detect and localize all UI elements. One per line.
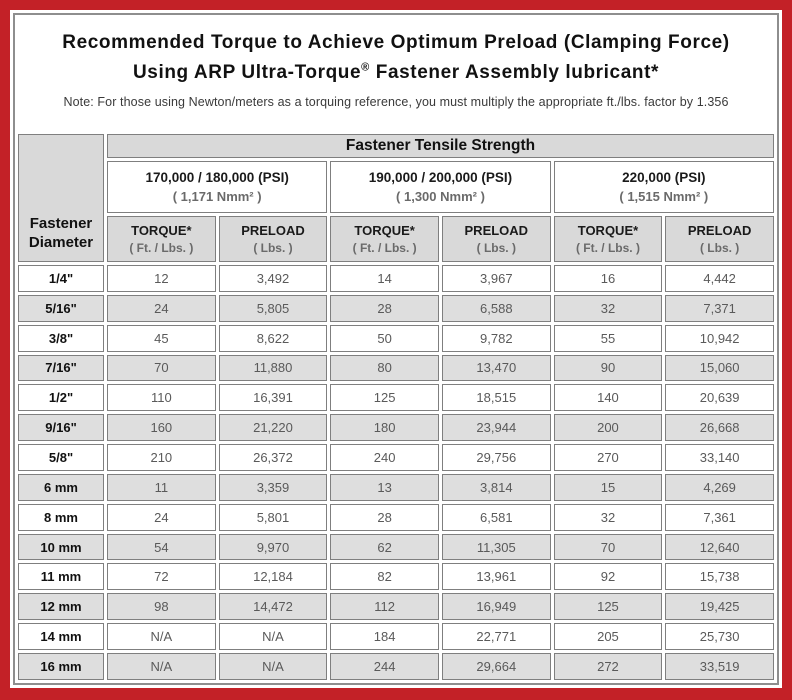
value-cell: 5,801 — [219, 504, 328, 531]
title-line-2-text: Using ARP Ultra-Torque — [132, 62, 362, 83]
value-cell: 24 — [107, 295, 216, 322]
strength-group-header — [554, 161, 774, 213]
value-cell: 54 — [107, 534, 216, 561]
value-cell: 33,140 — [665, 444, 774, 471]
value-cell: 98 — [107, 593, 216, 620]
group-header-row — [18, 134, 774, 158]
diameter-cell: 3/8" — [18, 325, 104, 352]
table-row — [18, 653, 774, 680]
value-cell: 22,771 — [442, 623, 551, 650]
value-cell: 184 — [330, 623, 439, 650]
title-line-2 — [15, 58, 777, 88]
table-row — [18, 534, 774, 561]
column-units: ( Ft. / Lbs. ) — [575, 241, 640, 255]
preload-column-header — [442, 216, 551, 262]
value-cell: 25,730 — [665, 623, 774, 650]
torque-column-header — [330, 216, 439, 262]
diameter-cell: 1/2" — [18, 384, 104, 411]
nmm-rating: ( 1,171 Nmm² ) — [172, 189, 262, 204]
title-line-1: Recommended Torque to Achieve Optimum Preload (Clamping Force) — [62, 32, 730, 53]
column-units: ( Lbs. ) — [476, 241, 516, 255]
preload-column-header — [219, 216, 328, 262]
value-cell: 10,942 — [665, 325, 774, 352]
value-cell: 140 — [554, 384, 663, 411]
table-row — [18, 623, 774, 650]
value-cell: 12 — [107, 265, 216, 292]
diameter-cell: 11 mm — [18, 563, 104, 590]
column-title: TORQUE* — [131, 223, 192, 238]
preload-column-header — [665, 216, 774, 262]
column-title: TORQUE* — [354, 223, 415, 238]
table-body — [18, 265, 774, 680]
column-title: PRELOAD — [687, 223, 752, 238]
value-cell: 50 — [330, 325, 439, 352]
value-cell: N/A — [219, 623, 328, 650]
diameter-cell: 5/16" — [18, 295, 104, 322]
registered-trademark-symbol: ® — [361, 61, 370, 74]
value-cell: 125 — [554, 593, 663, 620]
table-row — [18, 504, 774, 531]
value-cell: 11 — [107, 474, 216, 501]
title-block — [15, 15, 777, 131]
value-cell: 110 — [107, 384, 216, 411]
value-cell: 33,519 — [665, 653, 774, 680]
value-cell: 180 — [330, 414, 439, 441]
strength-group-row — [18, 161, 774, 213]
value-cell: 125 — [330, 384, 439, 411]
table-row — [18, 414, 774, 441]
value-cell: 6,581 — [442, 504, 551, 531]
table-row — [18, 563, 774, 590]
value-cell: 9,782 — [442, 325, 551, 352]
value-cell: 16 — [554, 265, 663, 292]
value-cell: 16,391 — [219, 384, 328, 411]
torque-table — [15, 131, 777, 683]
table-head — [18, 134, 774, 262]
column-units: ( Ft. / Lbs. ) — [129, 241, 194, 255]
diameter-cell: 1/4" — [18, 265, 104, 292]
value-cell: 19,425 — [665, 593, 774, 620]
value-cell: 28 — [330, 295, 439, 322]
tensile-strength-header: Fastener Tensile Strength — [107, 134, 774, 158]
value-cell: 13,961 — [442, 563, 551, 590]
value-cell: N/A — [219, 653, 328, 680]
note-text: Note: For those using Newton/meters as a torquing reference, you must multiply the appropriate ft./lbs. factor by 1.356 — [63, 95, 729, 109]
fastener-diameter-header: Fastener Diameter — [18, 134, 104, 262]
column-units: ( Lbs. ) — [699, 241, 740, 255]
value-cell: 160 — [107, 414, 216, 441]
table-wrap — [15, 131, 777, 683]
diameter-cell: 14 mm — [18, 623, 104, 650]
value-cell: 11,305 — [442, 534, 551, 561]
value-cell: 3,967 — [442, 265, 551, 292]
nmm-rating: ( 1,300 Nmm² ) — [396, 189, 485, 204]
value-cell: 90 — [554, 355, 663, 382]
value-cell: N/A — [107, 653, 216, 680]
value-cell: 205 — [554, 623, 663, 650]
diameter-cell: 16 mm — [18, 653, 104, 680]
value-cell: 32 — [554, 504, 663, 531]
value-cell: 28 — [330, 504, 439, 531]
value-cell: 29,756 — [442, 444, 551, 471]
value-cell: 3,814 — [442, 474, 551, 501]
value-cell: 4,442 — [665, 265, 774, 292]
table-row — [18, 384, 774, 411]
value-cell: 70 — [107, 355, 216, 382]
table-row — [18, 265, 774, 292]
value-cell: N/A — [107, 623, 216, 650]
psi-rating: 170,000 / 180,000 (PSI) — [145, 170, 289, 185]
value-cell: 26,668 — [665, 414, 774, 441]
value-cell: 12,184 — [219, 563, 328, 590]
value-cell: 112 — [330, 593, 439, 620]
diameter-cell: 10 mm — [18, 534, 104, 561]
value-cell: 70 — [554, 534, 663, 561]
value-cell: 18,515 — [442, 384, 551, 411]
title-line-2-text-after: Fastener Assembly lubricant* — [369, 62, 660, 83]
value-cell: 24 — [107, 504, 216, 531]
value-cell: 7,371 — [665, 295, 774, 322]
value-cell: 23,944 — [442, 414, 551, 441]
diameter-cell: 8 mm — [18, 504, 104, 531]
value-cell: 270 — [554, 444, 663, 471]
value-cell: 13 — [330, 474, 439, 501]
torque-column-header — [107, 216, 216, 262]
diameter-cell: 9/16" — [18, 414, 104, 441]
value-cell: 5,805 — [219, 295, 328, 322]
value-cell: 15 — [554, 474, 663, 501]
psi-rating: 220,000 (PSI) — [622, 170, 706, 185]
table-row — [18, 474, 774, 501]
value-cell: 72 — [107, 563, 216, 590]
table-row — [18, 593, 774, 620]
value-cell: 92 — [554, 563, 663, 590]
value-cell: 272 — [554, 653, 663, 680]
value-cell: 15,738 — [665, 563, 774, 590]
value-cell: 9,970 — [219, 534, 328, 561]
table-row — [18, 444, 774, 471]
value-cell: 55 — [554, 325, 663, 352]
strength-group-header — [330, 161, 550, 213]
table-row — [18, 355, 774, 382]
value-cell: 62 — [330, 534, 439, 561]
value-cell: 82 — [330, 563, 439, 590]
diameter-cell: 6 mm — [18, 474, 104, 501]
column-units: ( Lbs. ) — [253, 241, 293, 255]
column-title: PRELOAD — [241, 223, 305, 238]
column-header-row — [18, 216, 774, 262]
strength-group-header — [107, 161, 327, 213]
value-cell: 16,949 — [442, 593, 551, 620]
column-units: ( Ft. / Lbs. ) — [352, 241, 417, 255]
value-cell: 26,372 — [219, 444, 328, 471]
nmm-rating: ( 1,515 Nmm² ) — [619, 189, 709, 204]
value-cell: 80 — [330, 355, 439, 382]
value-cell: 4,269 — [665, 474, 774, 501]
diameter-cell: 5/8" — [18, 444, 104, 471]
column-title: PRELOAD — [464, 223, 529, 238]
value-cell: 8,622 — [219, 325, 328, 352]
value-cell: 45 — [107, 325, 216, 352]
table-row — [18, 295, 774, 322]
value-cell: 3,492 — [219, 265, 328, 292]
value-cell: 200 — [554, 414, 663, 441]
value-cell: 210 — [107, 444, 216, 471]
diameter-cell: 7/16" — [18, 355, 104, 382]
value-cell: 14,472 — [219, 593, 328, 620]
value-cell: 6,588 — [442, 295, 551, 322]
value-cell: 13,470 — [442, 355, 551, 382]
content-panel — [13, 13, 779, 685]
value-cell: 244 — [330, 653, 439, 680]
value-cell: 240 — [330, 444, 439, 471]
column-title: TORQUE* — [577, 223, 639, 238]
value-cell: 3,359 — [219, 474, 328, 501]
value-cell: 21,220 — [219, 414, 328, 441]
torque-column-header — [554, 216, 663, 262]
psi-rating: 190,000 / 200,000 (PSI) — [368, 170, 513, 185]
value-cell: 20,639 — [665, 384, 774, 411]
value-cell: 32 — [554, 295, 663, 322]
value-cell: 7,361 — [665, 504, 774, 531]
value-cell: 29,664 — [442, 653, 551, 680]
value-cell: 11,880 — [219, 355, 328, 382]
value-cell: 15,060 — [665, 355, 774, 382]
value-cell: 12,640 — [665, 534, 774, 561]
diameter-cell: 12 mm — [18, 593, 104, 620]
table-row — [18, 325, 774, 352]
value-cell: 14 — [330, 265, 439, 292]
